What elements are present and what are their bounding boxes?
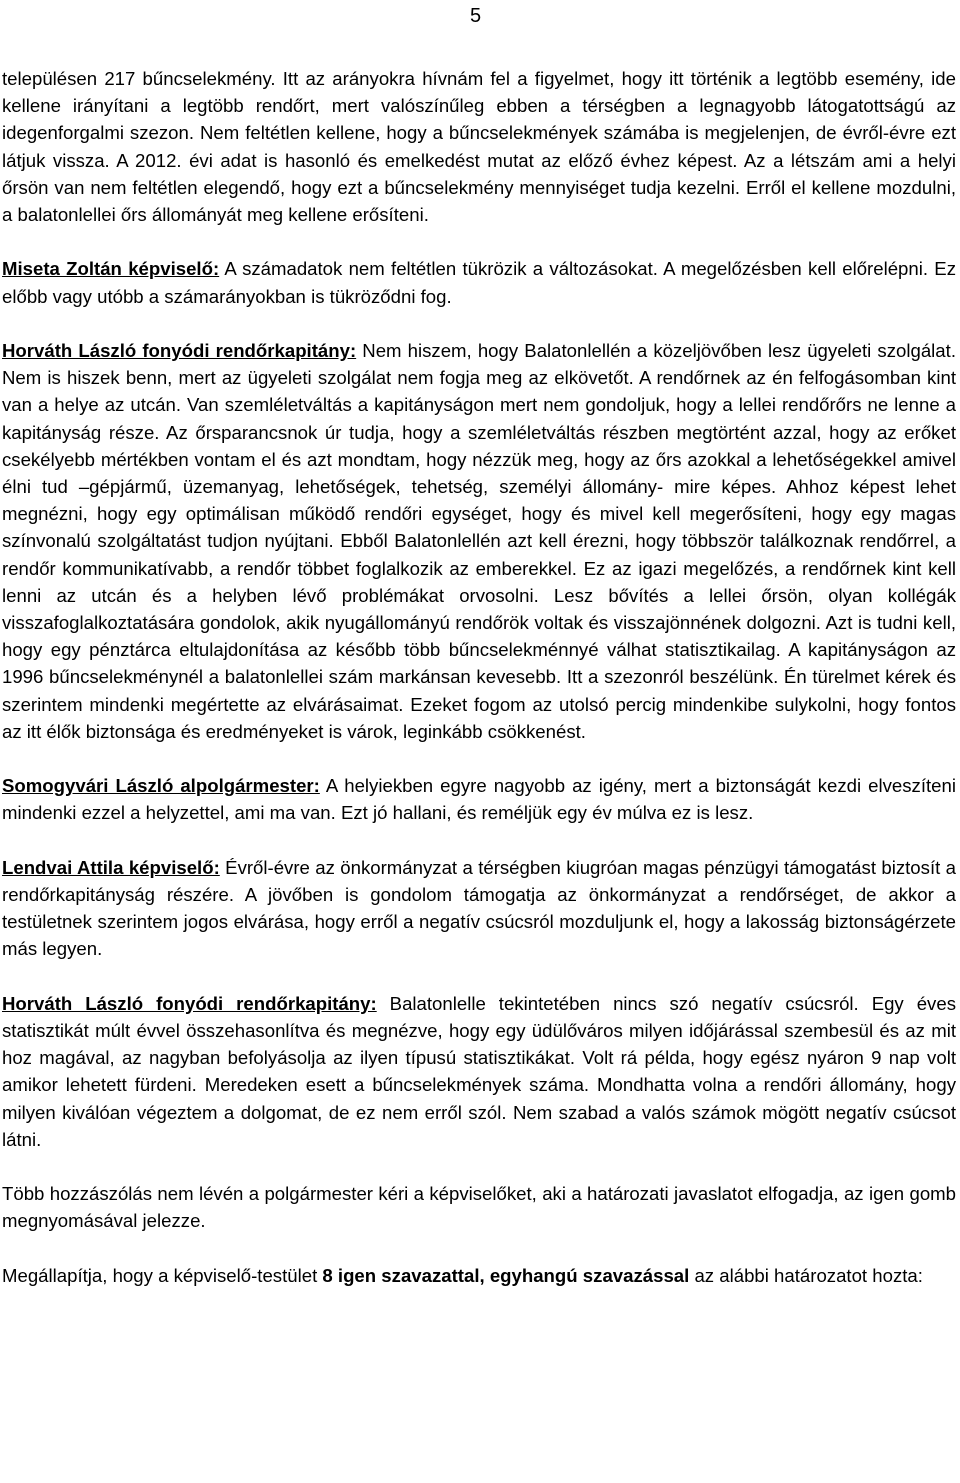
paragraph <box>2 990 956 1153</box>
paragraph-text: az alábbi határozatot hozta: <box>689 1264 923 1286</box>
paragraph-text: A helyiekben egyre nagyobb az igény, mert a biztonságát kezdi elveszíteni mindenki ezzel a helyzettel, ami ma van. Ezt jó hallani, és reméljük egy év múlva ez is lesz. <box>2 775 956 824</box>
document-body <box>2 65 956 1289</box>
paragraph-text: Több hozzászólás nem lévén a polgármester kéri a képviselőket, aki a határozati javaslatot elfogadja, az igen gomb megnyomásával jelezze. <box>2 1183 956 1232</box>
paragraph-text: Megállapítja, hogy a képviselő-testület <box>2 1264 323 1286</box>
paragraph-text: Évről-évre az önkormányzat a térségben kiugróan magas pénzügyi támogatást biztosít a rendőrkapitányság részére. A jövőben is gondolom támogatja az önkormányzat a rendőrséget, de akkor a testületnek szerintem jogos elvárása, hogy erről a negatív csúcsról mozduljunk el, hogy a lakosság biztonságérzete más legyen. <box>2 856 956 960</box>
paragraph <box>2 1180 956 1234</box>
paragraph <box>2 255 956 309</box>
paragraph-text: Balatonlelle tekintetében nincs szó negatív csúcsról. Egy éves statisztikát múlt évvel összehasonlítva és megnézve, hogy egy üdülőváros milyen időjárással szembesül és az mit hoz magával, az nagyban befolyásolja az ilyen típusú statisztikákat. Volt rá példa, hogy egész nyáron 9 nap volt amikor lehetett fürdeni. Meredeken esett a bűncselekmények száma. Mondhatta volna a rendőri állomány, hogy milyen kiválóan végeztem a dolgomat, de ez nem erről szól. Nem szabad a valós számok mögött negatív csúcsot látni. <box>2 992 956 1150</box>
paragraph <box>2 337 956 745</box>
speaker-name: Lendvai Attila képviselő: <box>2 856 220 878</box>
paragraph-text: Nem hiszem, hogy Balatonlellén a közeljövőben lesz ügyeleti szolgálat. Nem is hiszek benn, mert az ügyeleti szolgálat nem fogja meg az elkövetőt. A rendőrnek az én felfogásomban kint van a helye az utcán. Van szemléletváltás a kapitányságon mert nem gondoljuk, hogy a lellei rendőrőrs ne lenne a kapitányság része. Az őrsparancsnok úr tudja, hogy a szemléletváltás részben megtörtént azzal, hogy az erőket csekélyebb mértékben vontam el és azt mondtam, hogy nézzük meg, hogy az őrs azokkal a lehetőségekkel amivel élni tud –gépjármű, üzemanyag, lehetőségek, tehetség, személyi állomány- mire képes. Ahhoz képest lehet megnézni, hogy egy optimálisan működő rendőri egységet, hogy és mivel kell megerősíteni, hogy egy magas színvonalú szolgáltatást tudjon nyújtani. Ebből Balatonlellén azt kell érezni, hogy többször találkoznak rendőrrel, a rendőr kommunikatívabb, a rendőr többet foglalkozik az emberekkel. Ez az igazi megelőzés, a rendőrnek kint kell lenni az utcán és a helyben lévő problémákat orvosolni. Lesz bővítés a lellei őrsön, olyan kollégák visszafoglalkoztatására gondolok, akik nyugállományú rendőrök voltak és visszajönnének dolgozni. Azt is tudni kell, hogy egy pénztárca eltulajdonítása az később több bűncselekménnyé válhat statisztikailag. A kapitányságon az 1996 bűncselekménynél a balatonlellei szám markánsan kevesebb. Itt a szezonról beszélünk. Én türelmet kérek és szerintem mindenki megértette az elvárásaimat. Ezeket fogom az utolsó percig mindenkibe sulykolni, hogy fontos az itt élők biztonsága és eredményeket is várok, leginkább csökkenést. <box>2 340 956 742</box>
vote-result: 8 igen szavazattal, egyhangú szavazással <box>322 1264 690 1286</box>
paragraph-text: településen 217 bűncselekmény. Itt az arányokra hívnám fel a figyelmet, hogy itt történik a legtöbb esemény, ide kellene irányítani a legtöbb rendőrt, mert valószínűleg ebben a térségben a legnagyobb látogatottságú az idegenforgalmi szezon. Nem feltétlen kellene, hogy a bűncselekmények számába is megjelenjen, de évről-évre ezt látjuk vissza. A 2012. évi adat is hasonló és emelkedést mutat az előző évhez képest. Az a létszám ami a helyi őrsön van nem feltétlen elegendő, hogy ezt a bűncselekmény mennyiséget tudja kezelni. Erről el kellene mozdulni, a balatonlellei őrs állományát meg kellene erősíteni. <box>2 68 956 226</box>
speaker-name: Miseta Zoltán képviselő: <box>2 258 220 280</box>
speaker-name: Horváth László fonyódi rendőrkapitány: <box>2 992 377 1014</box>
speaker-name: Horváth László fonyódi rendőrkapitány: <box>2 340 357 361</box>
paragraph <box>2 772 956 826</box>
speaker-name: Somogyvári László alpolgármester: <box>2 775 320 797</box>
paragraph <box>2 1262 956 1289</box>
paragraph <box>2 65 956 228</box>
page-number: 5 <box>470 5 482 27</box>
paragraph-text: A számadatok nem feltétlen tükrözik a változásokat. A megelőzésben kell előrelépni. Ez előbb vagy utóbb a számarányokban is tükröződni fog. <box>2 258 957 307</box>
paragraph <box>2 854 956 963</box>
